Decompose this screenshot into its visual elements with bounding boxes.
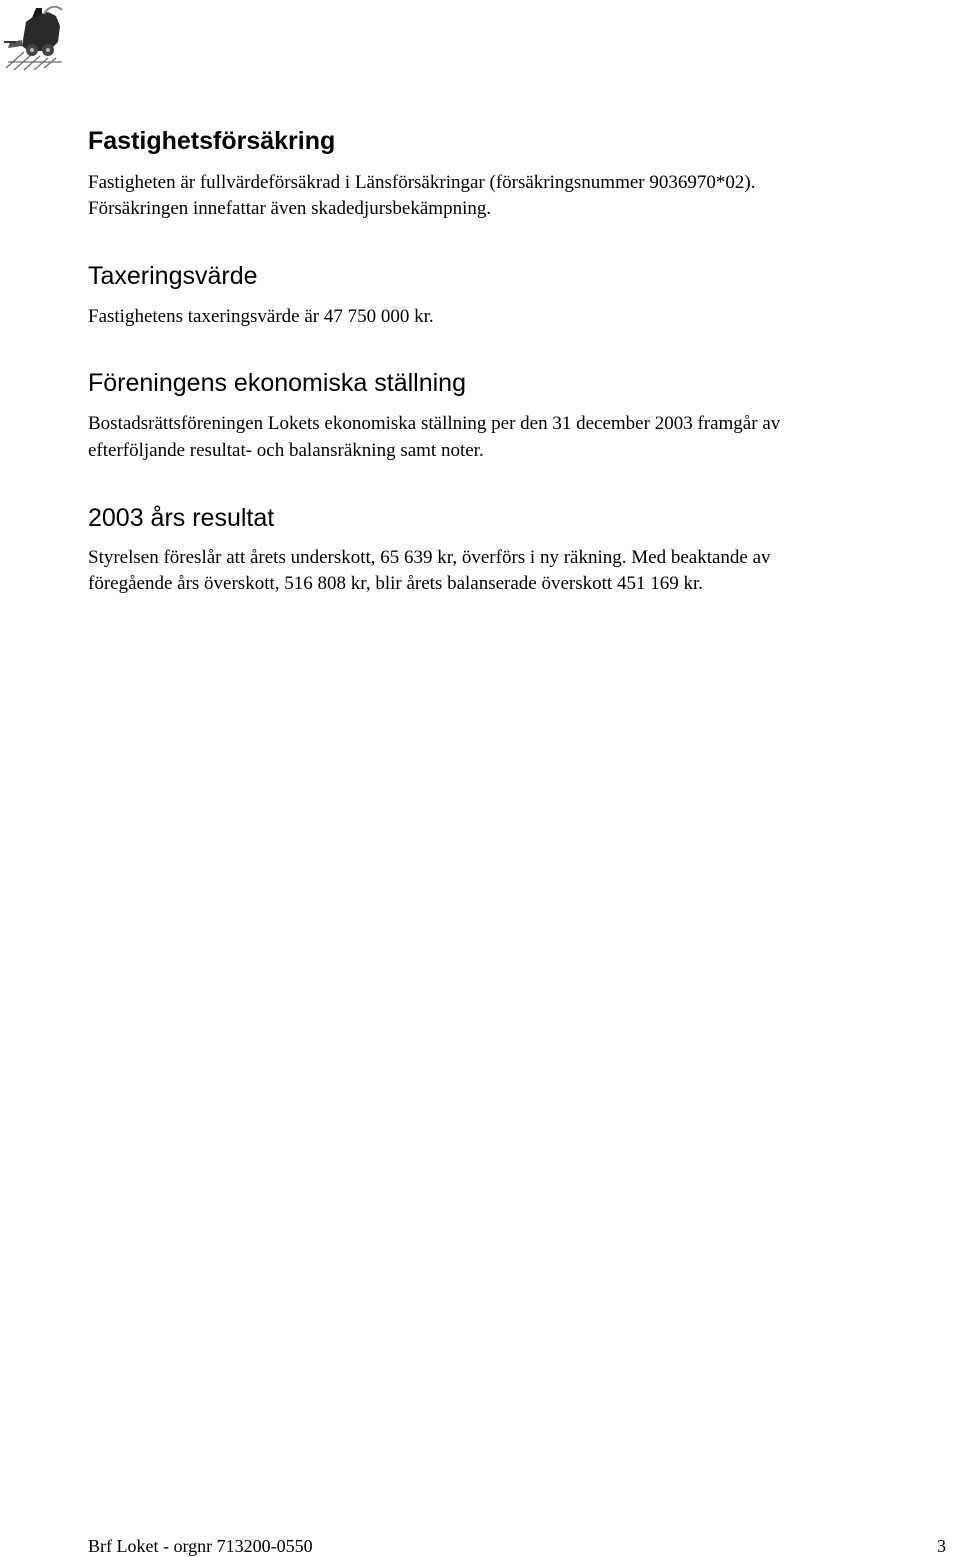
paragraph-line: Fastighetens taxeringsvärde är 47 750 000 kr. (88, 306, 434, 327)
heading-2003-ars-resultat: 2003 års resultat (88, 504, 275, 532)
heading-fastighetsforsakring: Fastighetsförsäkring (88, 127, 336, 155)
footer-page-number: 3 (937, 1536, 946, 1556)
paragraph-line: Försäkringen innefattar även skadedjursbekämpning. (88, 198, 492, 219)
paragraph-line: efterföljande resultat- och balansräkning samt noter. (88, 440, 484, 461)
paragraph-line: Bostadsrättsföreningen Lokets ekonomiska ställning per den 31 december 2003 framgår av (88, 413, 781, 434)
paragraph-line: Styrelsen föreslår att årets underskott, 65 639 kr, överförs i ny räkning. Med beaktande av (88, 547, 771, 568)
paragraph-line: föregående års överskott, 516 808 kr, blir årets balanserade överskott 451 169 kr. (88, 573, 703, 594)
heading-taxeringsvarde: Taxeringsvärde (88, 262, 258, 290)
paragraph-line: Fastigheten är fullvärdeförsäkrad i Länsförsäkringar (försäkringsnummer 9036970*02). (88, 172, 756, 193)
footer-org: Brf Loket - orgnr 713200-0550 (88, 1536, 313, 1556)
locomotive-logo-icon (2, 2, 72, 72)
heading-foreningens-ekonomiska-stallning: Föreningens ekonomiska ställning (88, 369, 466, 397)
